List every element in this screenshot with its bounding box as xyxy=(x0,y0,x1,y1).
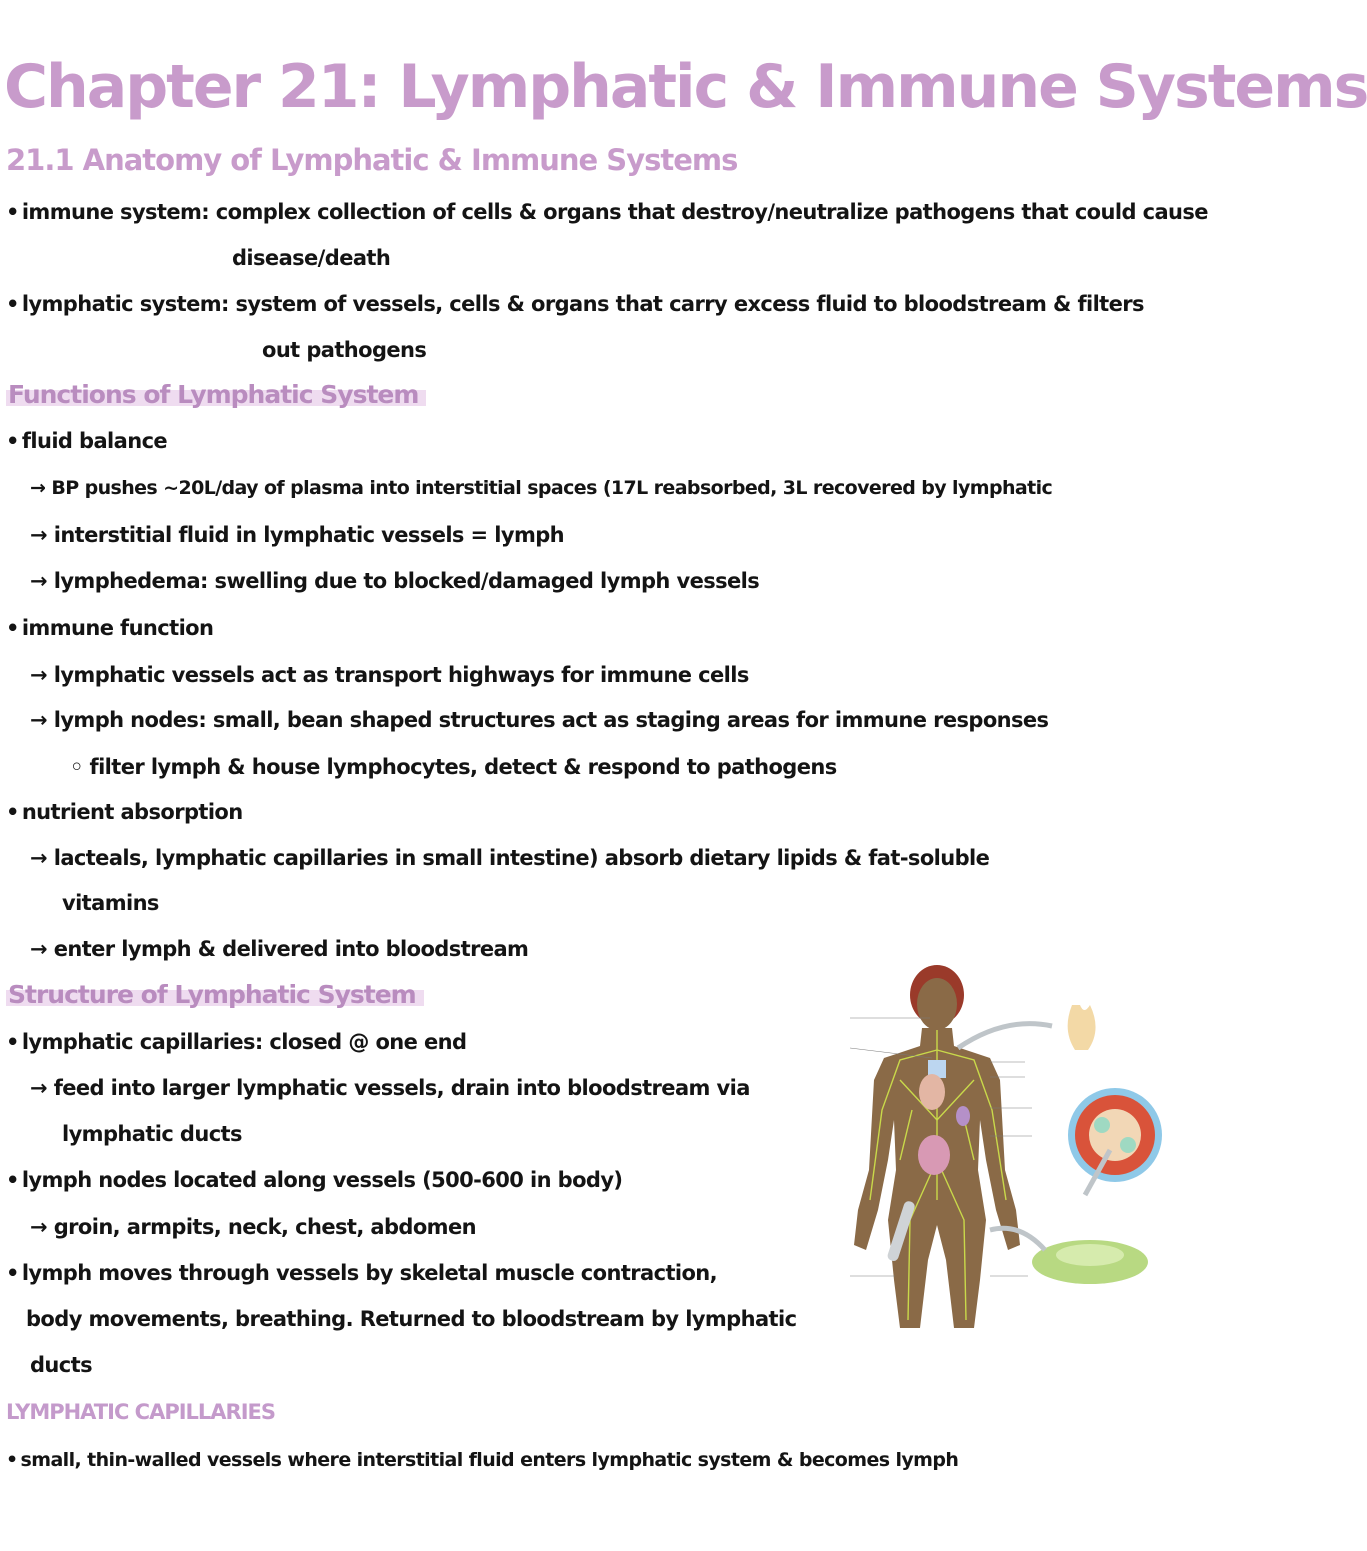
sub-bullet-icon: ◦ xyxy=(70,755,83,779)
note-bp-plasma: → BP pushes ~20L/day of plasma into interstitial spaces (17L reabsorbed, 3L recovered by lymphatic xyxy=(30,477,1052,499)
note-lymphatic-system-cont: out pathogens xyxy=(262,338,427,362)
structure-lymph-movement-cont2: ducts xyxy=(30,1353,92,1377)
note-feed-vessels: → feed into larger lymphatic vessels, drain into bloodstream via xyxy=(30,1076,750,1100)
note-immune-system-cont: disease/death xyxy=(232,246,391,270)
spleen-region xyxy=(956,1106,970,1126)
function-fluid-balance: • fluid balance xyxy=(6,429,167,453)
structure-capillaries: • lymphatic capillaries: closed @ one end xyxy=(6,1030,466,1054)
page-title: Chapter 21: Lymphatic & Immune Systems xyxy=(4,52,1367,122)
lymphatic-anatomy-figure xyxy=(840,960,1195,1335)
structure-lymph-movement: • lymph moves through vessels by skeletal muscle contraction, xyxy=(6,1261,717,1285)
note-lymph-nodes: → lymph nodes: small, bean shaped structures act as staging areas for immune responses xyxy=(30,708,1048,732)
structure-lymph-movement-cont: body movements, breathing. Returned to bloodstream by lymphatic xyxy=(26,1307,797,1331)
note-lacteals-cont: vitamins xyxy=(62,891,159,915)
note-lymphedema: → lymphedema: swelling due to blocked/damaged lymph vessels xyxy=(30,569,759,593)
note-feed-vessels-cont: lymphatic ducts xyxy=(62,1122,242,1146)
structure-lymph-nodes: • lymph nodes located along vessels (500-600 in body) xyxy=(6,1168,622,1192)
head xyxy=(917,978,957,1030)
note-lymphatic-system: • lymphatic system: system of vessels, cells & organs that carry excess fluid to bloodstream & filters xyxy=(6,292,1144,316)
capillaries-heading: LYMPHATIC CAPILLARIES xyxy=(6,1400,276,1424)
heart-region xyxy=(919,1074,945,1110)
function-immune: • immune function xyxy=(6,616,213,640)
note-lymph-nodes-sub: ◦ filter lymph & house lymphocytes, detect & respond to pathogens xyxy=(70,755,837,779)
functions-heading: Functions of Lymphatic System xyxy=(6,380,426,409)
structure-heading: Structure of Lymphatic System xyxy=(6,980,424,1009)
note-lacteals: → lacteals, lymphatic capillaries in small intestine) absorb dietary lipids & fat-soluble xyxy=(30,846,989,870)
body-illustration xyxy=(840,960,1195,1335)
note-transport-highways: → lymphatic vessels act as transport highways for immune cells xyxy=(30,663,749,687)
function-nutrient: • nutrient absorption xyxy=(6,800,243,824)
note-enter-lymph: → enter lymph & delivered into bloodstream xyxy=(30,937,528,961)
thymus-illustration xyxy=(1068,1005,1096,1050)
note-lymph: → interstitial fluid in lymphatic vessels = lymph xyxy=(30,523,564,547)
note-immune-system: • immune system: complex collection of cells & organs that destroy/neutralize pathogens that could cause xyxy=(6,200,1208,224)
intestine-region xyxy=(918,1135,950,1175)
note-node-locations: → groin, armpits, neck, chest, abdomen xyxy=(30,1215,476,1239)
section-title: 21.1 Anatomy of Lymphatic & Immune Systems xyxy=(6,143,738,177)
note-capillaries: • small, thin-walled vessels where interstitial fluid enters lymphatic system & becomes lymph xyxy=(6,1449,958,1471)
